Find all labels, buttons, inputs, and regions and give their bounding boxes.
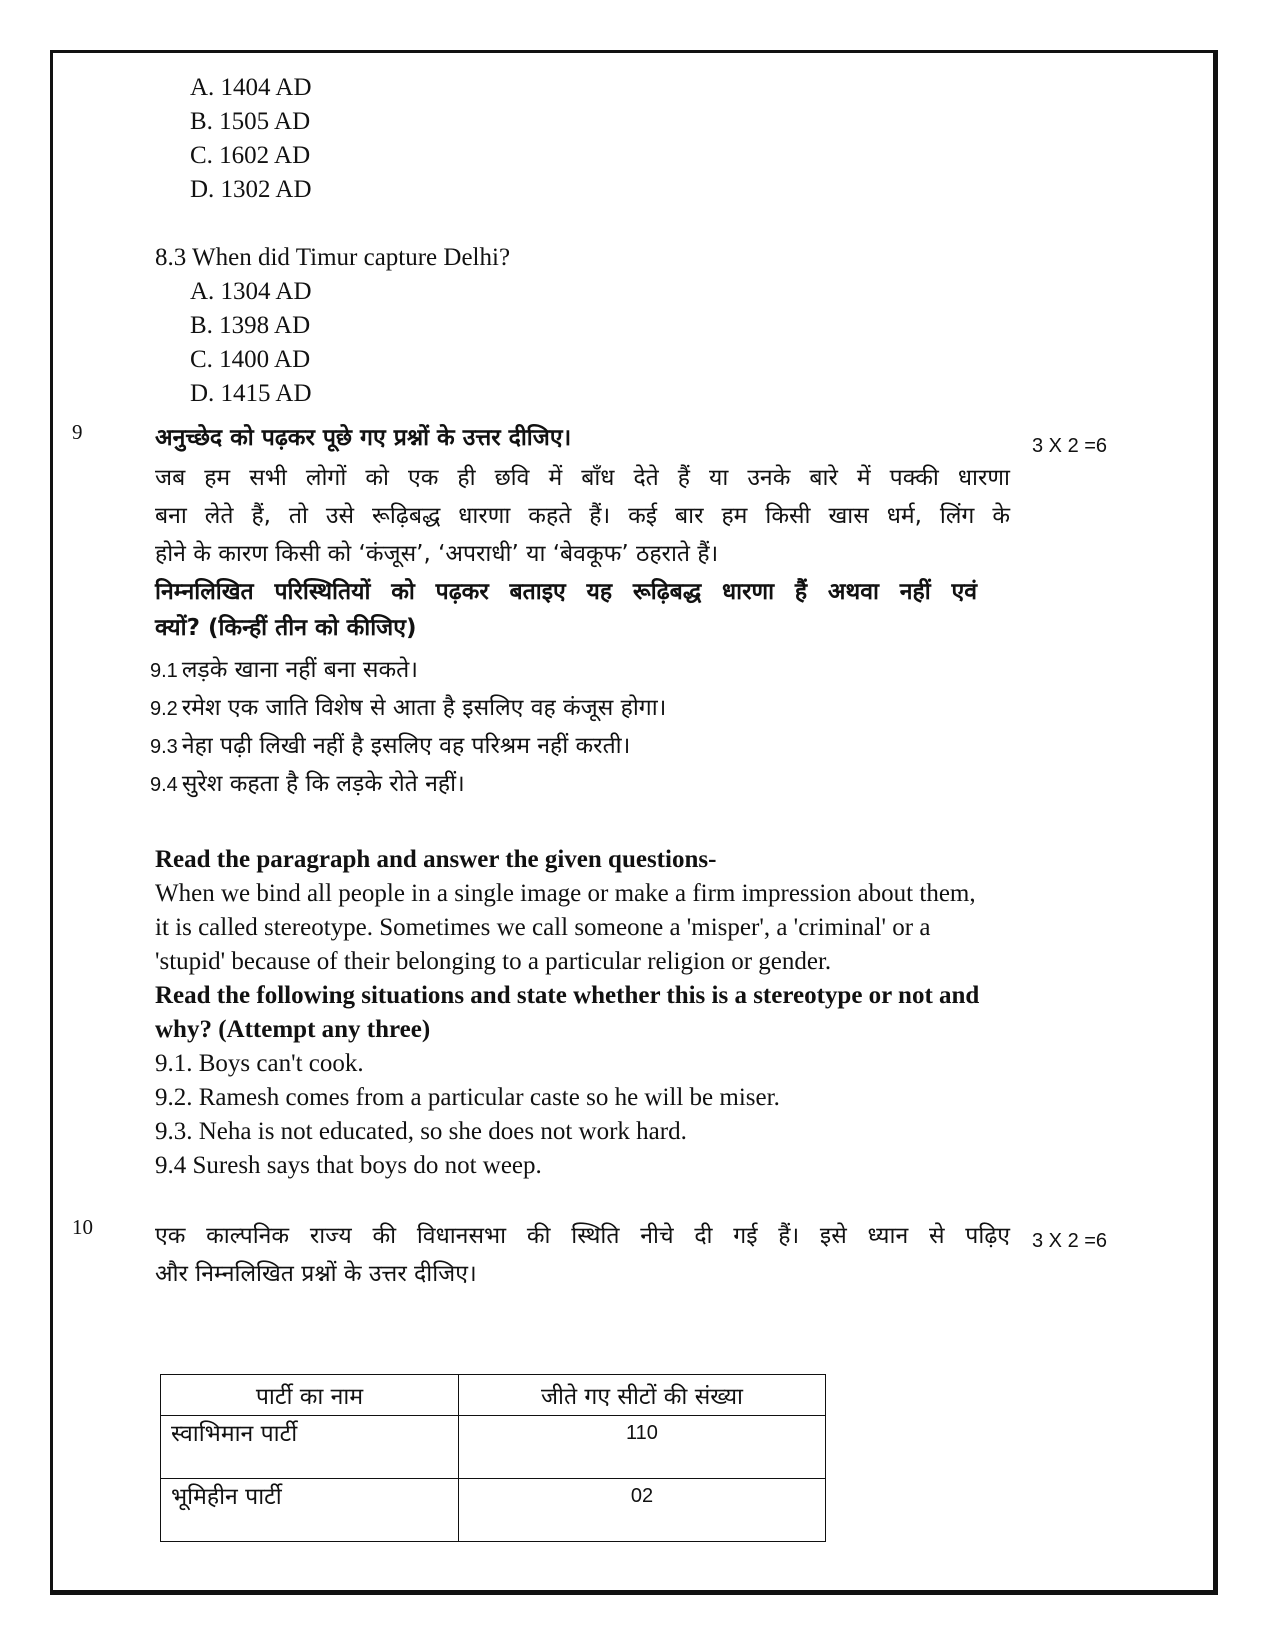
q9-english-item-1: 9.1. Boys can't cook.: [155, 1050, 364, 1077]
table-row: [161, 1416, 826, 1479]
q9-english-item-3: 9.3. Neha is not educated, so she does not work hard.: [155, 1118, 687, 1145]
seats-cell: 02: [459, 1479, 826, 1542]
q9-hindi-item-1: [150, 652, 418, 684]
q10-hindi-text-line-1: एक काल्पनिक राज्य की विधानसभा की स्थिति नीचे दी गई हैं। इसे ध्यान से पढ़िए: [155, 1223, 1010, 1249]
q8-2-option-c: C. 1602 AD: [190, 142, 311, 169]
q9-hindi-instruction-line-2: क्यों? (किन्हीं तीन को कीजिए): [155, 615, 417, 641]
q9-english-instruction-line-1-text: Read the following situations and state whether this is a stereotype or not and: [155, 982, 980, 1009]
q9-number: 9: [72, 420, 83, 444]
q9-english-heading: [155, 842, 716, 878]
q9-hindi-para-line-1: जब हम सभी लोगों को एक ही छवि में बाँध देते हैं या उनके बारे में पक्की धारणा: [155, 465, 1010, 491]
q8-2-option-d: D. 1302 AD: [190, 176, 312, 203]
q9-english-item-4: 9.4 Suresh says that boys do not weep.: [155, 1152, 542, 1179]
q9-english-para-line-3: 'stupid' because of their belonging to a particular religion or gender.: [155, 948, 832, 975]
q10-number: 10: [72, 1215, 93, 1239]
party-seats-table: [160, 1374, 826, 1542]
q9-hindi-item-1-text: लड़के खाना नहीं बना सकते।: [181, 657, 418, 683]
q9-hindi-item-4-text: सुरेश कहता है कि लड़के रोते नहीं।: [181, 771, 465, 797]
q8-2-option-a: A. 1404 AD: [190, 74, 312, 101]
header-party-name: पार्टी का नाम: [161, 1375, 459, 1416]
q9-english-instruction-line-1: [155, 978, 979, 1014]
q9-hindi-item-3: [150, 728, 630, 760]
q9-hindi-item-3-text: नेहा पढ़ी लिखी नहीं है इसलिए वह परिश्रम नहीं करती।: [181, 733, 631, 759]
q9-hindi-item-3-number: 9.3: [150, 736, 178, 758]
q8-3-option-b: B. 1398 AD: [190, 312, 311, 339]
party-name-cell: स्वाभिमान पार्टी: [161, 1416, 459, 1479]
q9-marks: 3 X 2 =6: [1032, 435, 1108, 457]
q9-hindi-item-4-number: 9.4: [150, 774, 178, 796]
q9-hindi-item-2: [150, 690, 666, 722]
q9-hindi-heading: अनुच्छेद को पढ़कर पूछे गए प्रश्नों के उत्तर दीजिए।: [155, 425, 572, 451]
q9-english-para-line-2: it is called stereotype. Sometimes we call someone a 'misper', a 'criminal' or a: [155, 914, 931, 941]
q9-english-instruction-line-2-text: why? (Attempt any three): [155, 1016, 431, 1043]
q9-english-item-2: 9.2. Ramesh comes from a particular caste so he will be miser.: [155, 1084, 780, 1111]
q10-hindi-text-line-2: और निम्नलिखित प्रश्नों के उत्तर दीजिए।: [155, 1261, 477, 1287]
party-name-cell: भूमिहीन पार्टी: [161, 1479, 459, 1542]
q10-marks: 3 X 2 =6: [1032, 1230, 1108, 1252]
q8-2-option-b: B. 1505 AD: [190, 108, 311, 135]
q9-english-instruction-line-2: [155, 1012, 430, 1048]
q9-hindi-instruction-line-1: निम्नलिखित परिस्थितियों को पढ़कर बताइए यह रूढ़िबद्ध धारणा हैं अथवा नहीं एवं: [155, 579, 977, 605]
table-header-row: [161, 1375, 826, 1416]
q8-3-option-d: D. 1415 AD: [190, 380, 312, 407]
q8-3-option-c: C. 1400 AD: [190, 346, 311, 373]
q8-3-question: 8.3 When did Timur capture Delhi?: [155, 244, 511, 271]
header-seats-won: जीते गए सीटों की संख्या: [459, 1375, 826, 1416]
q9-hindi-para-line-2: बना लेते हैं, तो उसे रूढ़िबद्ध धारणा कहते हैं। कई बार हम किसी खास धर्म, लिंग के: [155, 503, 1010, 529]
q9-hindi-item-4: [150, 766, 465, 798]
seats-cell: 110: [459, 1416, 826, 1479]
q9-hindi-para-line-3: होने के कारण किसी को ‘कंजूस’, ‘अपराधी’ या ‘बेवकूफ’ ठहराते हैं।: [155, 541, 719, 567]
q9-hindi-item-2-number: 9.2: [150, 698, 178, 720]
q9-english-heading-text: Read the paragraph and answer the given questions-: [155, 846, 717, 873]
q9-english-para-line-1: When we bind all people in a single image or make a firm impression about them,: [155, 880, 976, 907]
q8-3-option-a: A. 1304 AD: [190, 278, 312, 305]
q9-hindi-item-2-text: रमेश एक जाति विशेष से आता है इसलिए वह कंजूस होगा।: [181, 695, 667, 721]
q9-hindi-item-1-number: 9.1: [150, 660, 178, 682]
table-row: [161, 1479, 826, 1542]
